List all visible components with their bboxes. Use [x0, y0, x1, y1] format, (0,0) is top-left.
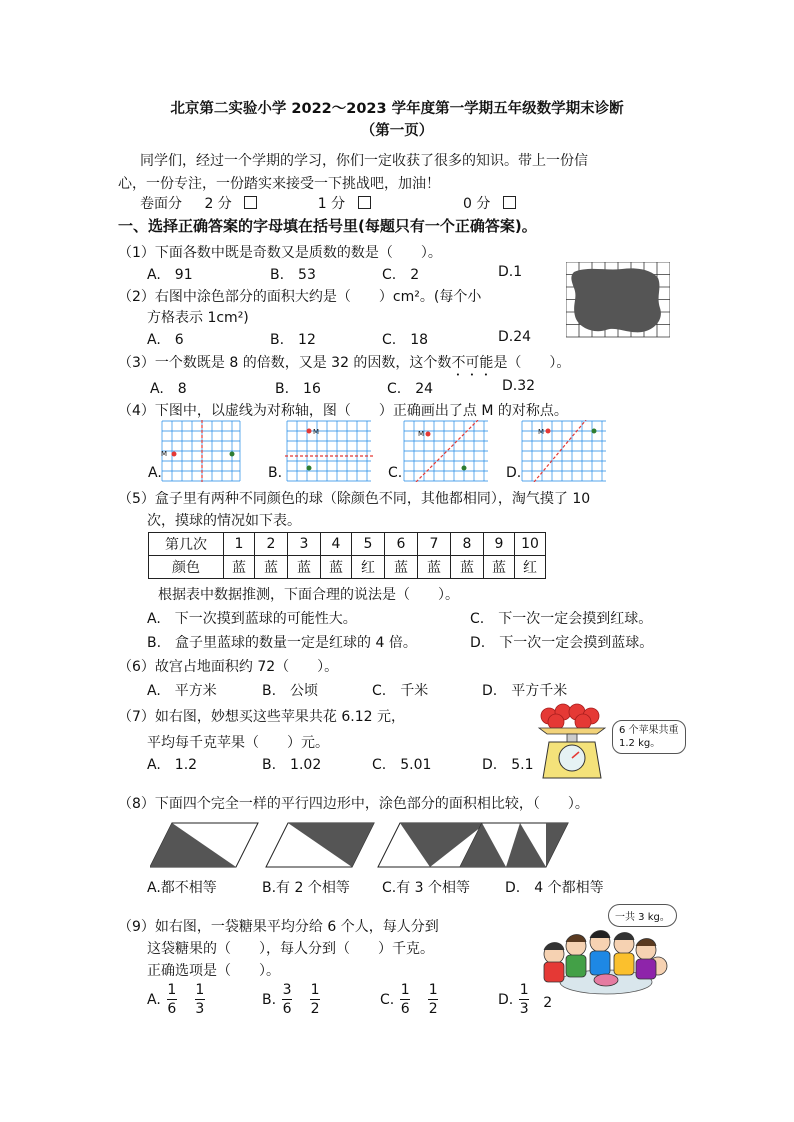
q1-option-b[interactable]: B. 53 — [270, 267, 316, 283]
q7-text-2: 平均每千克苹果（ ）元。 — [147, 735, 329, 751]
q4-option-d[interactable]: D. — [506, 465, 522, 481]
q6-option-c[interactable]: C. 千米 — [372, 683, 429, 699]
q9-option-c[interactable]: C. 1 6 1 2 — [380, 982, 438, 1017]
q4-figure-c — [402, 420, 490, 482]
q5-option-d[interactable]: D. 下一次一定会摸到蓝球。 — [470, 635, 654, 651]
q7-speech-bubble: 6 个苹果共重 1.2 kg。 — [612, 720, 686, 754]
q4-figure-b — [285, 420, 373, 482]
q4-option-c[interactable]: C. — [388, 465, 403, 481]
q8-option-a[interactable]: A.都不相等 — [147, 880, 217, 896]
q9-option-b[interactable]: B. 3 6 1 2 — [262, 982, 320, 1017]
q7-option-b[interactable]: B. 1.02 — [262, 757, 322, 773]
q8-option-c[interactable]: C.有 3 个相等 — [382, 880, 471, 896]
q2-shaded-shape — [571, 268, 661, 332]
page-subtitle: （第一页） — [360, 123, 434, 139]
q1-option-c[interactable]: C. 2 — [382, 267, 420, 283]
q4-figure-d — [520, 420, 608, 482]
score-2: 2 分 — [204, 196, 232, 212]
q5-option-c[interactable]: C. 下一次一定会摸到红球。 — [470, 611, 653, 627]
q7-text: （7）如右图，妙想买这些苹果共花 6.12 元， — [118, 709, 405, 725]
q2-text: （2）右图中涂色部分的面积大约是（ ）cm²。(每个小 — [118, 289, 482, 305]
score-1: 1 分 — [317, 196, 346, 212]
q1-option-a[interactable]: A. 91 — [147, 267, 193, 283]
q3-option-d[interactable]: D.32 — [502, 378, 536, 394]
q7-option-d[interactable]: D. 5.1 — [482, 757, 534, 773]
q6-option-a[interactable]: A. 平方米 — [147, 683, 217, 699]
q7-scale-illustration — [535, 698, 615, 782]
table-row: 第几次 1 2 3 4 5 6 7 8 9 10 — [149, 533, 546, 556]
q5-option-b[interactable]: B. 盒子里蓝球的数量一定是红球的 4 倍。 — [147, 635, 417, 651]
q4-option-b[interactable]: B. — [268, 465, 283, 481]
score-row — [140, 193, 516, 213]
q5-text: （5）盒子里有两种不同颜色的球（除颜色不同，其他都相同），淘气摸了 10 — [118, 491, 591, 507]
q9-children-illustration — [540, 924, 670, 996]
intro-line-2: 心，一份专注，一份踏实来接受一下挑战吧，加油！ — [118, 176, 440, 192]
q6-option-b[interactable]: B. 公顷 — [262, 683, 319, 699]
q7-option-a[interactable]: A. 1.2 — [147, 757, 198, 773]
section-heading: 一、选择正确答案的字母填在括号里(每题只有一个正确答案)。 — [118, 217, 537, 235]
q2-option-c[interactable]: C. 18 — [382, 332, 429, 348]
q5-text-2: 次，摸球的情况如下表。 — [147, 513, 301, 529]
q3-option-b[interactable]: B. 16 — [275, 381, 321, 397]
q9-text-3: 正确选项是（ ）。 — [147, 963, 280, 979]
q9-text-2: 这袋糖果的（ ），每人分到（ ）千克。 — [147, 941, 434, 957]
q8-option-b[interactable]: B.有 2 个相等 — [262, 880, 350, 896]
q9-text: （9）如右图，一袋糖果平均分给 6 个人，每人分到 — [118, 919, 439, 935]
q8-parallelograms — [150, 820, 590, 870]
q6-option-d[interactable]: D. 平方千米 — [482, 683, 568, 699]
q3-option-c[interactable]: C. 24 — [387, 381, 434, 397]
checkbox-2[interactable] — [244, 196, 257, 209]
q8-text: （8）下面四个完全一样的平行四边形中，涂色部分的面积相比较，（ ）。 — [118, 796, 589, 812]
checkbox-1[interactable] — [358, 196, 371, 209]
q5-option-a[interactable]: A. 下一次摸到蓝球的可能性大。 — [147, 611, 357, 627]
q5-table — [148, 532, 546, 579]
q8-option-d[interactable]: D. 4 个都相等 — [505, 880, 604, 896]
q2-option-b[interactable]: B. 12 — [270, 332, 316, 348]
q1-option-d[interactable]: D.1 — [498, 264, 523, 280]
q2-option-a[interactable]: A. 6 — [147, 332, 184, 348]
q2-grid-figure — [566, 262, 670, 338]
q4b-m-label: M — [313, 428, 320, 436]
q9-speech-bubble: 一共 3 kg。 — [608, 904, 677, 927]
checkbox-0[interactable] — [503, 196, 516, 209]
q3-option-a[interactable]: A. 8 — [150, 381, 187, 397]
q2-text-2: 方格表示 1cm²) — [147, 310, 249, 326]
q1-text: （1）下面各数中既是奇数又是质数的数是（ ）。 — [118, 245, 442, 261]
q3-emphasis: 不可能 — [451, 355, 494, 371]
intro-line-1: 同学们，经过一个学期的学习，你们一定收获了很多的知识。带上一份信 — [140, 153, 588, 169]
score-label: 卷面分 — [140, 196, 182, 212]
q4a-m-label: M — [161, 450, 168, 458]
q5-text-3: 根据表中数据推测，下面合理的说法是（ ）。 — [158, 587, 459, 603]
q2-option-d[interactable]: D.24 — [498, 329, 532, 345]
q3-text: （3）一个数既是 8 的倍数，又是 32 的因数，这个数不可能是（ ）。 — [118, 355, 571, 371]
q4-text: （4）下图中，以虚线为对称轴，图（ ）正确画出了点 M 的对称点。 — [118, 403, 568, 419]
q7-option-c[interactable]: C. 5.01 — [372, 757, 432, 773]
q4d-m-label: M — [538, 428, 545, 436]
q9-option-d[interactable]: D. 1 3 2 — [498, 982, 553, 1017]
table-row: 颜色 蓝 蓝 蓝 蓝 红 蓝 蓝 蓝 蓝 红 — [149, 556, 546, 579]
q4-figure-a — [160, 420, 242, 482]
score-0: 0 分 — [462, 196, 491, 212]
q9-option-a[interactable]: A. 1 6 1 3 — [147, 982, 205, 1017]
q4c-m-label: M — [418, 430, 425, 438]
q6-text: （6）故宫占地面积约 72（ ）。 — [118, 659, 339, 675]
q4-option-a[interactable]: A. — [148, 465, 162, 481]
page-title: 北京第二实验小学 2022～2023 学年度第一学期五年级数学期末诊断 — [170, 101, 624, 117]
